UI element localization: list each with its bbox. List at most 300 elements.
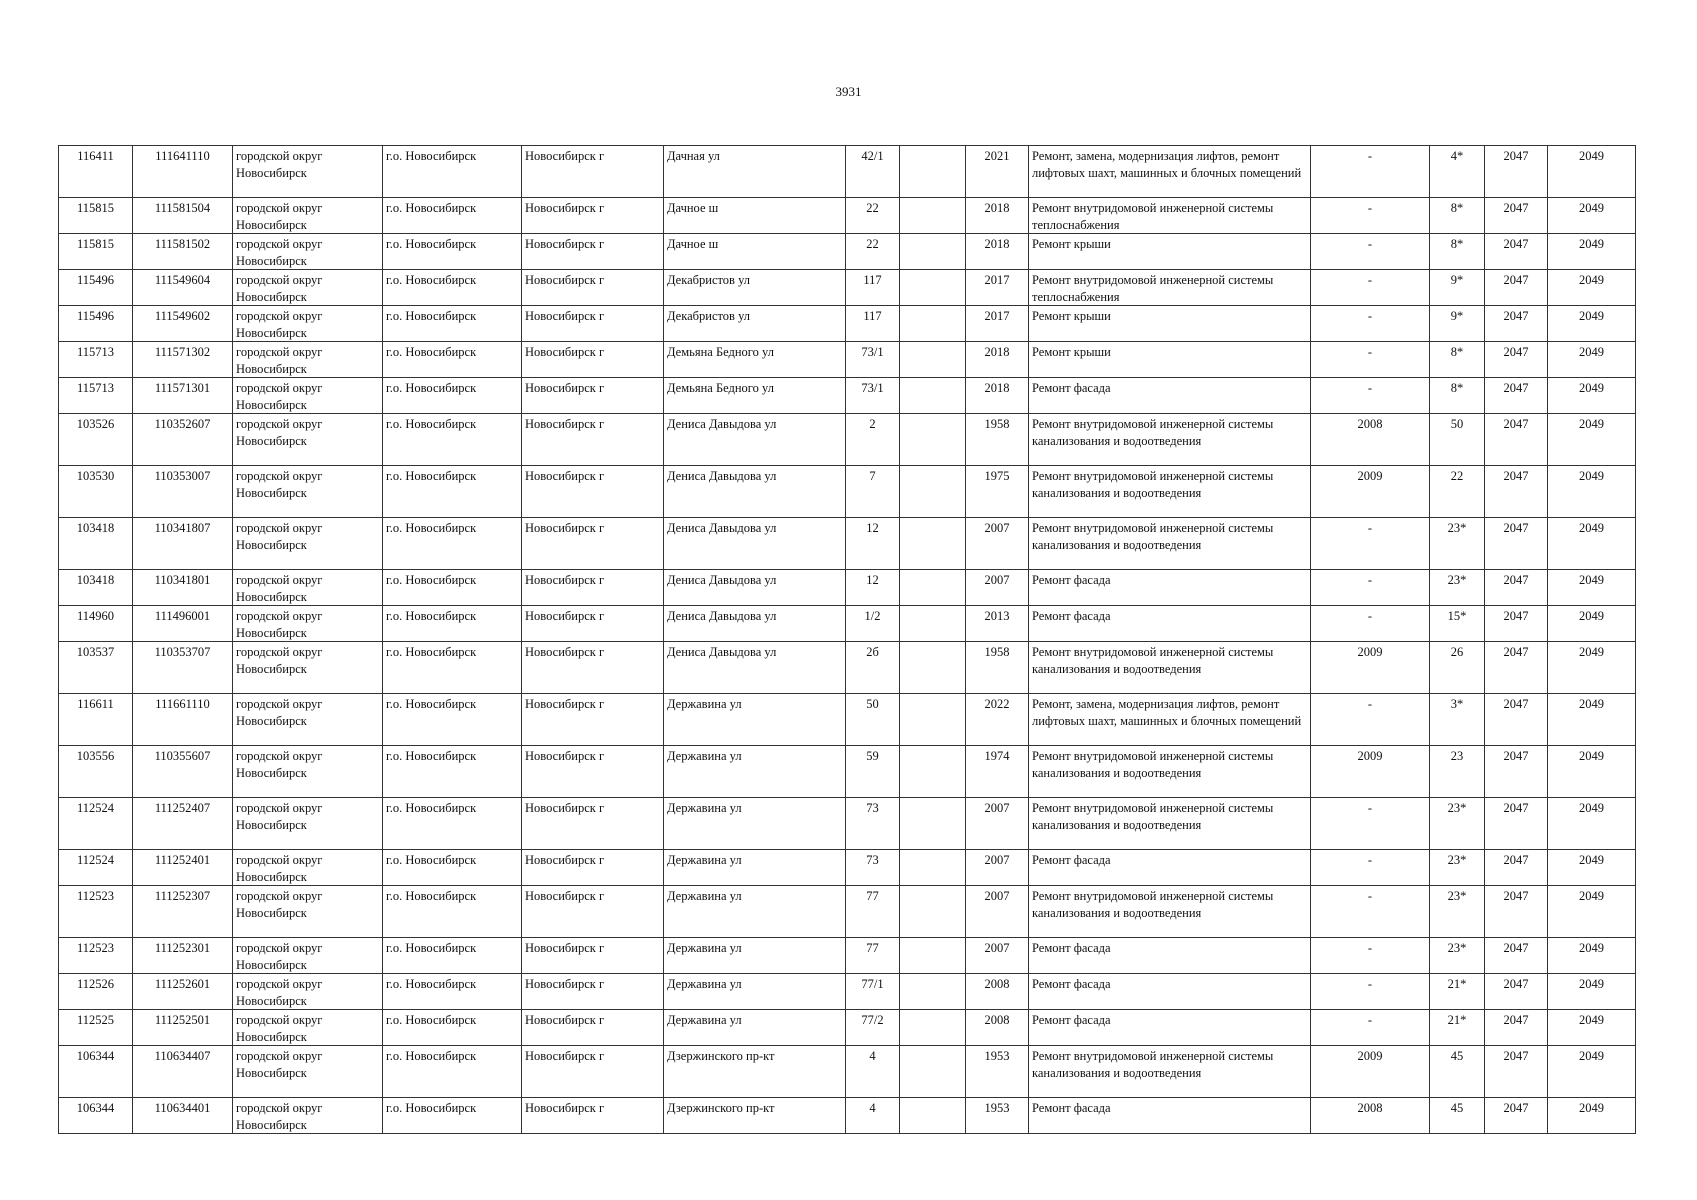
cell-last-repair: - [1311, 570, 1430, 606]
cell-district: г.о. Новосибирск [383, 642, 522, 694]
table-row [59, 850, 1636, 886]
cell-municipality: городской округ Новосибирск [233, 746, 383, 798]
cell-year-built: 2007 [966, 850, 1029, 886]
table-row [59, 798, 1636, 850]
cell-last-repair: - [1311, 606, 1430, 642]
cell-plan-to: 2049 [1548, 606, 1636, 642]
cell-plan-from: 2047 [1485, 414, 1548, 466]
cell-house: 2б [846, 642, 900, 694]
cell-last-repair: 2009 [1311, 466, 1430, 518]
cell-code: 111581502 [133, 234, 233, 270]
cell-house: 12 [846, 570, 900, 606]
cell-year-built: 2018 [966, 378, 1029, 414]
cell-last-repair: 2009 [1311, 642, 1430, 694]
cell-year-built: 2008 [966, 1010, 1029, 1046]
cell-plan-to: 2049 [1548, 378, 1636, 414]
cell-last-repair: - [1311, 974, 1430, 1010]
cell-wear: 23* [1430, 518, 1485, 570]
cell-city: Новосибирск г [522, 746, 664, 798]
cell-street: Дениса Давыдова ул [664, 606, 846, 642]
cell-plan-from: 2047 [1485, 146, 1548, 198]
cell-last-repair: - [1311, 198, 1430, 234]
cell-extra [900, 850, 966, 886]
cell-extra [900, 570, 966, 606]
cell-district: г.о. Новосибирск [383, 798, 522, 850]
cell-id: 112525 [59, 1010, 133, 1046]
cell-last-repair: - [1311, 886, 1430, 938]
cell-last-repair: 2009 [1311, 1046, 1430, 1098]
cell-code: 111252501 [133, 1010, 233, 1046]
cell-work-type: Ремонт фасада [1029, 570, 1311, 606]
cell-municipality: городской округ Новосибирск [233, 146, 383, 198]
cell-extra [900, 1098, 966, 1134]
cell-house: 73/1 [846, 342, 900, 378]
cell-plan-to: 2049 [1548, 518, 1636, 570]
cell-plan-to: 2049 [1548, 234, 1636, 270]
cell-code: 111252407 [133, 798, 233, 850]
cell-plan-from: 2047 [1485, 850, 1548, 886]
cell-work-type: Ремонт фасада [1029, 974, 1311, 1010]
cell-district: г.о. Новосибирск [383, 570, 522, 606]
cell-house: 77 [846, 886, 900, 938]
cell-street: Дениса Давыдова ул [664, 414, 846, 466]
cell-plan-from: 2047 [1485, 1046, 1548, 1098]
cell-work-type: Ремонт фасада [1029, 938, 1311, 974]
cell-extra [900, 974, 966, 1010]
cell-plan-to: 2049 [1548, 306, 1636, 342]
cell-wear: 8* [1430, 234, 1485, 270]
cell-city: Новосибирск г [522, 694, 664, 746]
table-row [59, 974, 1636, 1010]
cell-street: Державина ул [664, 746, 846, 798]
cell-work-type: Ремонт внутридомовой инженерной системы канализования и водоотведения [1029, 886, 1311, 938]
cell-plan-to: 2049 [1548, 642, 1636, 694]
cell-code: 111252301 [133, 938, 233, 974]
cell-house: 4 [846, 1046, 900, 1098]
cell-house: 73 [846, 850, 900, 886]
cell-year-built: 1974 [966, 746, 1029, 798]
cell-year-built: 2007 [966, 798, 1029, 850]
cell-plan-to: 2049 [1548, 798, 1636, 850]
cell-extra [900, 378, 966, 414]
cell-city: Новосибирск г [522, 1098, 664, 1134]
cell-work-type: Ремонт внутридомовой инженерной системы канализования и водоотведения [1029, 1046, 1311, 1098]
cell-last-repair: - [1311, 146, 1430, 198]
cell-id: 115496 [59, 270, 133, 306]
cell-street: Дачное ш [664, 234, 846, 270]
cell-year-built: 2007 [966, 886, 1029, 938]
cell-extra [900, 886, 966, 938]
cell-district: г.о. Новосибирск [383, 974, 522, 1010]
cell-wear: 23* [1430, 570, 1485, 606]
cell-plan-to: 2049 [1548, 342, 1636, 378]
cell-id: 103556 [59, 746, 133, 798]
cell-city: Новосибирск г [522, 570, 664, 606]
cell-municipality: городской округ Новосибирск [233, 198, 383, 234]
cell-code: 111581504 [133, 198, 233, 234]
cell-id: 115815 [59, 234, 133, 270]
cell-year-built: 2007 [966, 938, 1029, 974]
cell-wear: 3* [1430, 694, 1485, 746]
cell-house: 1/2 [846, 606, 900, 642]
cell-wear: 9* [1430, 306, 1485, 342]
cell-work-type: Ремонт внутридомовой инженерной системы канализования и водоотведения [1029, 466, 1311, 518]
cell-city: Новосибирск г [522, 306, 664, 342]
cell-code: 111496001 [133, 606, 233, 642]
cell-city: Новосибирск г [522, 518, 664, 570]
cell-street: Державина ул [664, 694, 846, 746]
cell-plan-from: 2047 [1485, 234, 1548, 270]
cell-district: г.о. Новосибирск [383, 342, 522, 378]
cell-id: 103418 [59, 518, 133, 570]
cell-plan-from: 2047 [1485, 974, 1548, 1010]
cell-city: Новосибирск г [522, 1010, 664, 1046]
cell-municipality: городской округ Новосибирск [233, 342, 383, 378]
table-row [59, 466, 1636, 518]
cell-last-repair: - [1311, 270, 1430, 306]
cell-house: 12 [846, 518, 900, 570]
cell-last-repair: - [1311, 342, 1430, 378]
cell-street: Дзержинского пр-кт [664, 1098, 846, 1134]
cell-plan-to: 2049 [1548, 938, 1636, 974]
cell-municipality: городской округ Новосибирск [233, 974, 383, 1010]
cell-code: 110353007 [133, 466, 233, 518]
cell-street: Дачное ш [664, 198, 846, 234]
cell-id: 103537 [59, 642, 133, 694]
cell-code: 111252307 [133, 886, 233, 938]
cell-last-repair: - [1311, 234, 1430, 270]
cell-plan-from: 2047 [1485, 746, 1548, 798]
cell-code: 111641110 [133, 146, 233, 198]
cell-city: Новосибирск г [522, 378, 664, 414]
cell-municipality: городской округ Новосибирск [233, 1046, 383, 1098]
cell-work-type: Ремонт внутридомовой инженерной системы теплоснабжения [1029, 198, 1311, 234]
cell-district: г.о. Новосибирск [383, 270, 522, 306]
cell-work-type: Ремонт внутридомовой инженерной системы канализования и водоотведения [1029, 642, 1311, 694]
cell-plan-to: 2049 [1548, 746, 1636, 798]
cell-house: 50 [846, 694, 900, 746]
cell-extra [900, 642, 966, 694]
cell-city: Новосибирск г [522, 342, 664, 378]
cell-year-built: 2018 [966, 198, 1029, 234]
cell-municipality: городской округ Новосибирск [233, 694, 383, 746]
page-number: 3931 [835, 84, 862, 99]
cell-house: 117 [846, 306, 900, 342]
cell-year-built: 1953 [966, 1046, 1029, 1098]
cell-house: 22 [846, 234, 900, 270]
cell-city: Новосибирск г [522, 798, 664, 850]
table-row [59, 234, 1636, 270]
cell-plan-from: 2047 [1485, 886, 1548, 938]
table-row [59, 694, 1636, 746]
cell-house: 77/1 [846, 974, 900, 1010]
cell-city: Новосибирск г [522, 642, 664, 694]
cell-district: г.о. Новосибирск [383, 234, 522, 270]
cell-house: 4 [846, 1098, 900, 1134]
cell-street: Державина ул [664, 938, 846, 974]
cell-city: Новосибирск г [522, 850, 664, 886]
cell-wear: 23* [1430, 938, 1485, 974]
cell-work-type: Ремонт крыши [1029, 234, 1311, 270]
cell-year-built: 2007 [966, 570, 1029, 606]
cell-city: Новосибирск г [522, 1046, 664, 1098]
cell-municipality: городской округ Новосибирск [233, 378, 383, 414]
cell-wear: 23* [1430, 886, 1485, 938]
cell-street: Демьяна Бедного ул [664, 378, 846, 414]
cell-last-repair: - [1311, 938, 1430, 974]
cell-plan-to: 2049 [1548, 1098, 1636, 1134]
cell-wear: 22 [1430, 466, 1485, 518]
cell-house: 2 [846, 414, 900, 466]
cell-district: г.о. Новосибирск [383, 850, 522, 886]
cell-year-built: 2022 [966, 694, 1029, 746]
cell-district: г.о. Новосибирск [383, 414, 522, 466]
cell-work-type: Ремонт внутридомовой инженерной системы канализования и водоотведения [1029, 746, 1311, 798]
cell-street: Державина ул [664, 850, 846, 886]
cell-extra [900, 798, 966, 850]
cell-id: 112523 [59, 886, 133, 938]
cell-code: 111252601 [133, 974, 233, 1010]
cell-wear: 21* [1430, 974, 1485, 1010]
cell-plan-to: 2049 [1548, 886, 1636, 938]
cell-work-type: Ремонт, замена, модернизация лифтов, ремонт лифтовых шахт, машинных и блочных помещений [1029, 694, 1311, 746]
table-row [59, 306, 1636, 342]
table-row [59, 642, 1636, 694]
cell-city: Новосибирск г [522, 234, 664, 270]
cell-city: Новосибирск г [522, 270, 664, 306]
table-row [59, 146, 1636, 198]
cell-plan-to: 2049 [1548, 466, 1636, 518]
cell-code: 111549604 [133, 270, 233, 306]
cell-year-built: 2018 [966, 342, 1029, 378]
cell-last-repair: 2008 [1311, 414, 1430, 466]
cell-id: 103526 [59, 414, 133, 466]
cell-municipality: городской округ Новосибирск [233, 518, 383, 570]
cell-last-repair: - [1311, 694, 1430, 746]
cell-extra [900, 306, 966, 342]
cell-work-type: Ремонт фасада [1029, 850, 1311, 886]
cell-district: г.о. Новосибирск [383, 1098, 522, 1134]
cell-extra [900, 694, 966, 746]
cell-plan-to: 2049 [1548, 1046, 1636, 1098]
cell-plan-to: 2049 [1548, 1010, 1636, 1046]
cell-street: Державина ул [664, 1010, 846, 1046]
cell-city: Новосибирск г [522, 886, 664, 938]
cell-last-repair: - [1311, 798, 1430, 850]
cell-district: г.о. Новосибирск [383, 1046, 522, 1098]
cell-work-type: Ремонт крыши [1029, 342, 1311, 378]
cell-wear: 8* [1430, 198, 1485, 234]
cell-extra [900, 1010, 966, 1046]
cell-district: г.о. Новосибирск [383, 466, 522, 518]
cell-work-type: Ремонт внутридомовой инженерной системы канализования и водоотведения [1029, 798, 1311, 850]
cell-code: 111571301 [133, 378, 233, 414]
cell-house: 7 [846, 466, 900, 518]
cell-year-built: 2018 [966, 234, 1029, 270]
cell-street: Дениса Давыдова ул [664, 642, 846, 694]
table-row [59, 1098, 1636, 1134]
table-row [59, 518, 1636, 570]
cell-year-built: 1958 [966, 642, 1029, 694]
cell-work-type: Ремонт внутридомовой инженерной системы канализования и водоотведения [1029, 518, 1311, 570]
cell-extra [900, 198, 966, 234]
cell-code: 110353707 [133, 642, 233, 694]
table-row [59, 198, 1636, 234]
cell-plan-from: 2047 [1485, 378, 1548, 414]
cell-house: 73/1 [846, 378, 900, 414]
cell-code: 111252401 [133, 850, 233, 886]
table-row [59, 746, 1636, 798]
cell-code: 111571302 [133, 342, 233, 378]
table-row [59, 570, 1636, 606]
cell-plan-from: 2047 [1485, 518, 1548, 570]
cell-id: 103530 [59, 466, 133, 518]
cell-wear: 9* [1430, 270, 1485, 306]
cell-work-type: Ремонт внутридомовой инженерной системы теплоснабжения [1029, 270, 1311, 306]
cell-work-type: Ремонт внутридомовой инженерной системы канализования и водоотведения [1029, 414, 1311, 466]
cell-street: Демьяна Бедного ул [664, 342, 846, 378]
cell-id: 115815 [59, 198, 133, 234]
table-row [59, 1046, 1636, 1098]
cell-year-built: 2017 [966, 270, 1029, 306]
table-row [59, 1010, 1636, 1046]
cell-last-repair: - [1311, 306, 1430, 342]
cell-extra [900, 466, 966, 518]
cell-house: 77 [846, 938, 900, 974]
cell-id: 106344 [59, 1046, 133, 1098]
cell-year-built: 1975 [966, 466, 1029, 518]
cell-work-type: Ремонт фасада [1029, 1098, 1311, 1134]
cell-code: 110634401 [133, 1098, 233, 1134]
cell-last-repair: - [1311, 850, 1430, 886]
table-row [59, 414, 1636, 466]
cell-id: 106344 [59, 1098, 133, 1134]
cell-municipality: городской округ Новосибирск [233, 850, 383, 886]
cell-plan-to: 2049 [1548, 694, 1636, 746]
cell-plan-to: 2049 [1548, 198, 1636, 234]
cell-street: Державина ул [664, 798, 846, 850]
cell-district: г.о. Новосибирск [383, 746, 522, 798]
cell-municipality: городской округ Новосибирск [233, 642, 383, 694]
cell-year-built: 2007 [966, 518, 1029, 570]
cell-municipality: городской округ Новосибирск [233, 886, 383, 938]
cell-code: 110341807 [133, 518, 233, 570]
cell-code: 111549602 [133, 306, 233, 342]
cell-id: 112523 [59, 938, 133, 974]
cell-code: 110355607 [133, 746, 233, 798]
cell-wear: 50 [1430, 414, 1485, 466]
cell-work-type: Ремонт фасада [1029, 606, 1311, 642]
cell-work-type: Ремонт фасада [1029, 378, 1311, 414]
cell-municipality: городской округ Новосибирск [233, 306, 383, 342]
cell-extra [900, 234, 966, 270]
cell-city: Новосибирск г [522, 198, 664, 234]
cell-extra [900, 270, 966, 306]
cell-plan-from: 2047 [1485, 342, 1548, 378]
cell-work-type: Ремонт крыши [1029, 306, 1311, 342]
cell-wear: 4* [1430, 146, 1485, 198]
cell-district: г.о. Новосибирск [383, 606, 522, 642]
cell-street: Дачная ул [664, 146, 846, 198]
cell-extra [900, 342, 966, 378]
cell-house: 22 [846, 198, 900, 234]
cell-code: 110352607 [133, 414, 233, 466]
cell-id: 114960 [59, 606, 133, 642]
cell-wear: 8* [1430, 342, 1485, 378]
cell-wear: 21* [1430, 1010, 1485, 1046]
cell-plan-from: 2047 [1485, 198, 1548, 234]
cell-city: Новосибирск г [522, 146, 664, 198]
cell-city: Новосибирск г [522, 606, 664, 642]
cell-municipality: городской округ Новосибирск [233, 234, 383, 270]
cell-city: Новосибирск г [522, 466, 664, 518]
cell-year-built: 2013 [966, 606, 1029, 642]
cell-year-built: 2017 [966, 306, 1029, 342]
cell-district: г.о. Новосибирск [383, 306, 522, 342]
table-row [59, 606, 1636, 642]
cell-extra [900, 414, 966, 466]
cell-street: Декабристов ул [664, 306, 846, 342]
table-body [59, 146, 1636, 1134]
table-row [59, 342, 1636, 378]
cell-id: 116611 [59, 694, 133, 746]
cell-id: 112526 [59, 974, 133, 1010]
cell-id: 103418 [59, 570, 133, 606]
cell-last-repair: 2009 [1311, 746, 1430, 798]
cell-street: Дениса Давыдова ул [664, 466, 846, 518]
cell-district: г.о. Новосибирск [383, 146, 522, 198]
cell-plan-from: 2047 [1485, 798, 1548, 850]
cell-municipality: городской округ Новосибирск [233, 270, 383, 306]
cell-plan-to: 2049 [1548, 570, 1636, 606]
cell-plan-from: 2047 [1485, 466, 1548, 518]
cell-street: Дзержинского пр-кт [664, 1046, 846, 1098]
cell-code: 111661110 [133, 694, 233, 746]
cell-wear: 45 [1430, 1046, 1485, 1098]
cell-extra [900, 518, 966, 570]
cell-id: 112524 [59, 798, 133, 850]
cell-id: 115496 [59, 306, 133, 342]
cell-plan-from: 2047 [1485, 306, 1548, 342]
repair-schedule-table [58, 145, 1636, 1134]
cell-extra [900, 606, 966, 642]
cell-municipality: городской округ Новосибирск [233, 466, 383, 518]
cell-house: 59 [846, 746, 900, 798]
table-row [59, 886, 1636, 938]
cell-last-repair: - [1311, 518, 1430, 570]
cell-work-type: Ремонт фасада [1029, 1010, 1311, 1046]
cell-wear: 8* [1430, 378, 1485, 414]
cell-wear: 23* [1430, 850, 1485, 886]
cell-plan-from: 2047 [1485, 1098, 1548, 1134]
cell-city: Новосибирск г [522, 974, 664, 1010]
cell-id: 115713 [59, 342, 133, 378]
table-row [59, 270, 1636, 306]
cell-municipality: городской округ Новосибирск [233, 570, 383, 606]
cell-street: Державина ул [664, 974, 846, 1010]
cell-plan-to: 2049 [1548, 270, 1636, 306]
cell-code: 110634407 [133, 1046, 233, 1098]
table-row [59, 938, 1636, 974]
cell-id: 112524 [59, 850, 133, 886]
cell-work-type: Ремонт, замена, модернизация лифтов, ремонт лифтовых шахт, машинных и блочных помещений [1029, 146, 1311, 198]
cell-last-repair: - [1311, 1010, 1430, 1046]
cell-plan-from: 2047 [1485, 606, 1548, 642]
cell-extra [900, 146, 966, 198]
cell-last-repair: - [1311, 378, 1430, 414]
cell-district: г.о. Новосибирск [383, 1010, 522, 1046]
cell-street: Декабристов ул [664, 270, 846, 306]
